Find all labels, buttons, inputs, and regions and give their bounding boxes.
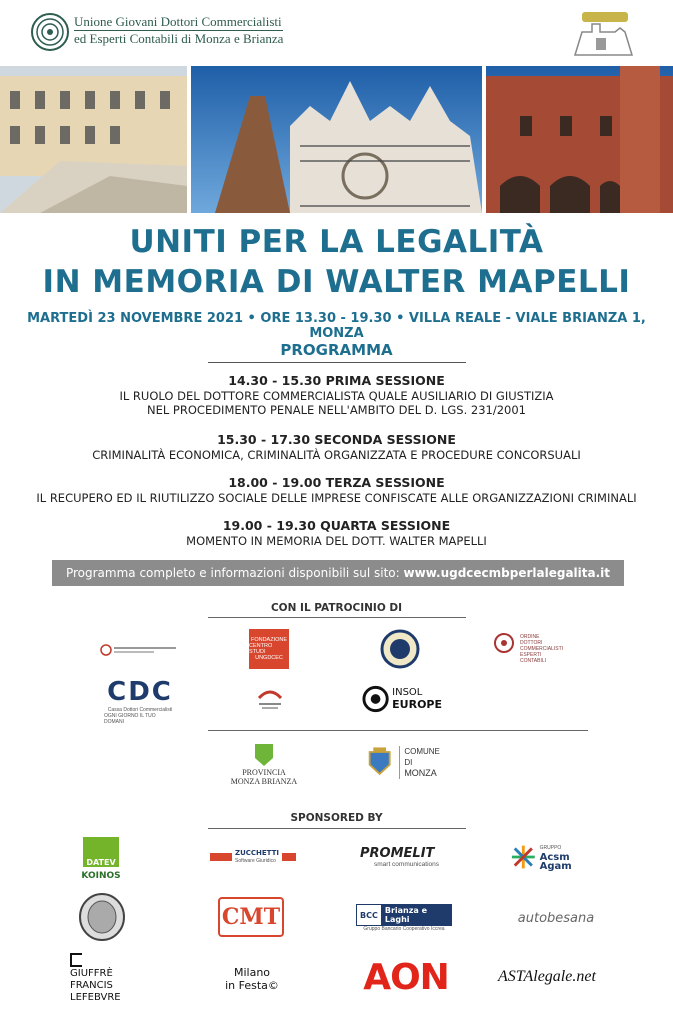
ordine-line: COMMERCIALISTI bbox=[520, 646, 564, 652]
patronage-divider bbox=[208, 617, 466, 618]
acsm-group: GRUPPO bbox=[539, 844, 562, 851]
milano-in-festa-logo bbox=[220, 962, 284, 996]
bcc-brianza-laghi-logo bbox=[356, 905, 452, 931]
fondazione-line: CENTRO STUDI bbox=[249, 643, 273, 655]
promelit-sub: smart communications bbox=[374, 861, 440, 868]
acsm-agam-logo bbox=[510, 842, 602, 872]
provincia-line: PROVINCIA bbox=[242, 768, 286, 777]
datev-text: DATEV bbox=[86, 858, 116, 867]
insol-europe-logo bbox=[362, 684, 442, 714]
cmt-logo bbox=[218, 897, 284, 937]
provincia-line: MONZA BRIANZA bbox=[230, 777, 298, 786]
program-title: PROGRAMMA bbox=[280, 341, 393, 359]
program-divider bbox=[208, 362, 466, 363]
cdc-sub-2: OGNI GIORNO IL TUO DOMANI bbox=[104, 713, 156, 725]
title-line-2: IN MEMORIA DI WALTER MAPELLI bbox=[42, 264, 631, 300]
giuffre-line: LEFEBVRE bbox=[70, 991, 121, 1003]
cmt-text: CMT bbox=[221, 904, 281, 930]
session-heading: 15.30 - 17.30 SECONDA SESSIONE bbox=[217, 432, 456, 447]
comune-line: COMUNE DI bbox=[404, 746, 440, 767]
cdc-sub-1: Cassa Dottori Commercialisti bbox=[107, 707, 173, 713]
banner-text: Programma completo e informazioni disponibili sul sito: bbox=[65, 566, 400, 580]
cdc-mark: CDC bbox=[107, 677, 173, 707]
fondazione-line: UNGDCEC bbox=[255, 655, 283, 661]
insol-line: INSOL bbox=[392, 687, 423, 698]
aon-text: AON bbox=[363, 956, 449, 998]
engraved-seal-logo bbox=[78, 892, 126, 942]
monza-brianza-small-logo bbox=[255, 686, 285, 712]
session-description: IL RUOLO DEL DOTTORE COMMERCIALISTA QUALE AUSILIARIO DI GIUSTIZIA bbox=[119, 389, 554, 403]
aon-logo bbox=[360, 955, 452, 999]
bcc-sub: Gruppo Bancario Cooperativo Iccrea bbox=[363, 926, 445, 932]
session-description: MOMENTO IN MEMORIA DEL DOTT. WALTER MAPELLI bbox=[186, 534, 487, 548]
event-date-location: MARTEDÌ 23 NOVEMBRE 2021 • ORE 13.30 - 19.30 • VILLA REALE - VIALE BRIANZA 1, MONZA bbox=[27, 311, 646, 341]
ugdcec-small-logo bbox=[100, 640, 180, 660]
insol-line: EUROPE bbox=[392, 698, 442, 711]
website-link[interactable]: www.ugdcecmbperlalegalita.it bbox=[403, 566, 611, 580]
ordine-line: DOTTORI bbox=[520, 640, 543, 646]
giuffre-line: GIUFFRÈ bbox=[70, 967, 113, 979]
org-line-2: ed Esperti Contabili di Monza e Brianza bbox=[74, 31, 284, 46]
datev-koinos-logo bbox=[78, 832, 124, 886]
session-heading: 14.30 - 15.30 PRIMA SESSIONE bbox=[228, 373, 445, 388]
sponsors-divider bbox=[208, 828, 466, 829]
zucchetti-sub: Software Giuridico bbox=[235, 858, 276, 864]
promelit-text: PROMELIT bbox=[360, 846, 435, 861]
bcc-text: BCC bbox=[357, 910, 381, 921]
ordine-line: CONTABILI bbox=[520, 658, 547, 664]
session-heading: 19.00 - 19.30 QUARTA SESSIONE bbox=[222, 518, 451, 533]
koinos-text: KOINOS bbox=[81, 871, 121, 881]
monza-landmarks-photos bbox=[0, 66, 673, 213]
session-1 bbox=[0, 373, 673, 417]
promelit-logo bbox=[360, 845, 450, 869]
organization-name bbox=[74, 14, 283, 47]
ordine-line: ORDINE bbox=[520, 634, 540, 640]
session-2 bbox=[0, 432, 673, 462]
session-description: CRIMINALITÀ ECONOMICA, CRIMINALITÀ ORGANIZZATA E PROCEDURE CONCORSUALI bbox=[92, 448, 581, 462]
autobesana-logo bbox=[510, 908, 602, 928]
provincia-monza-logo bbox=[228, 740, 300, 788]
milano-line: in Festa© bbox=[225, 979, 279, 992]
session-4 bbox=[0, 518, 673, 548]
acsm-text: Acsm Agam bbox=[539, 851, 572, 872]
comune-monza-logo bbox=[366, 742, 446, 782]
fondazione-line: FONDAZIONE bbox=[250, 637, 288, 643]
patronage-label: CON IL PATROCINIO DI bbox=[270, 602, 403, 614]
fondazione-centro-studi-logo bbox=[249, 629, 289, 669]
monza-emblem-logo bbox=[570, 10, 640, 60]
astalegale-text: ASTAlegale.net bbox=[498, 968, 596, 985]
org-line-1: Unione Giovani Dottori Commercialisti bbox=[74, 14, 282, 29]
title-line-1: UNITI PER LA LEGALITÀ bbox=[129, 224, 544, 260]
ordine-line: ESPERTI bbox=[520, 652, 542, 658]
comune-line: MONZA bbox=[404, 767, 437, 778]
tribunale-seal-logo bbox=[380, 629, 420, 669]
session-description: NEL PROCEDIMENTO PENALE NELL'AMBITO DEL D. LGS. 231/2001 bbox=[147, 403, 526, 417]
zucchetti-logo bbox=[206, 848, 300, 866]
session-3 bbox=[0, 475, 673, 505]
bcc-name: Brianza e Laghi bbox=[381, 905, 451, 925]
cdc-logo bbox=[104, 678, 176, 724]
session-description: IL RECUPERO ED IL RIUTILIZZO SOCIALE DELLE IMPRESE CONFISCATE ALLE ORGANIZZAZIONI CRIMINALI bbox=[36, 491, 637, 505]
session-heading: 18.00 - 19.00 TERZA SESSIONE bbox=[228, 475, 445, 490]
astalegale-logo bbox=[498, 964, 616, 990]
milano-line: Milano bbox=[233, 966, 271, 979]
patronage-divider-2 bbox=[208, 730, 588, 731]
autobesana-text: autobesana bbox=[517, 910, 595, 926]
ordine-commercialisti-logo bbox=[492, 631, 582, 667]
zucchetti-text: ZUCCHETTI bbox=[235, 849, 279, 857]
sponsors-label: SPONSORED BY bbox=[290, 812, 383, 824]
giuffre-francis-lefebvre-logo bbox=[70, 950, 132, 1006]
giuffre-line: FRANCIS bbox=[70, 979, 113, 991]
info-banner bbox=[52, 560, 624, 586]
ugdcec-logo bbox=[30, 12, 70, 52]
